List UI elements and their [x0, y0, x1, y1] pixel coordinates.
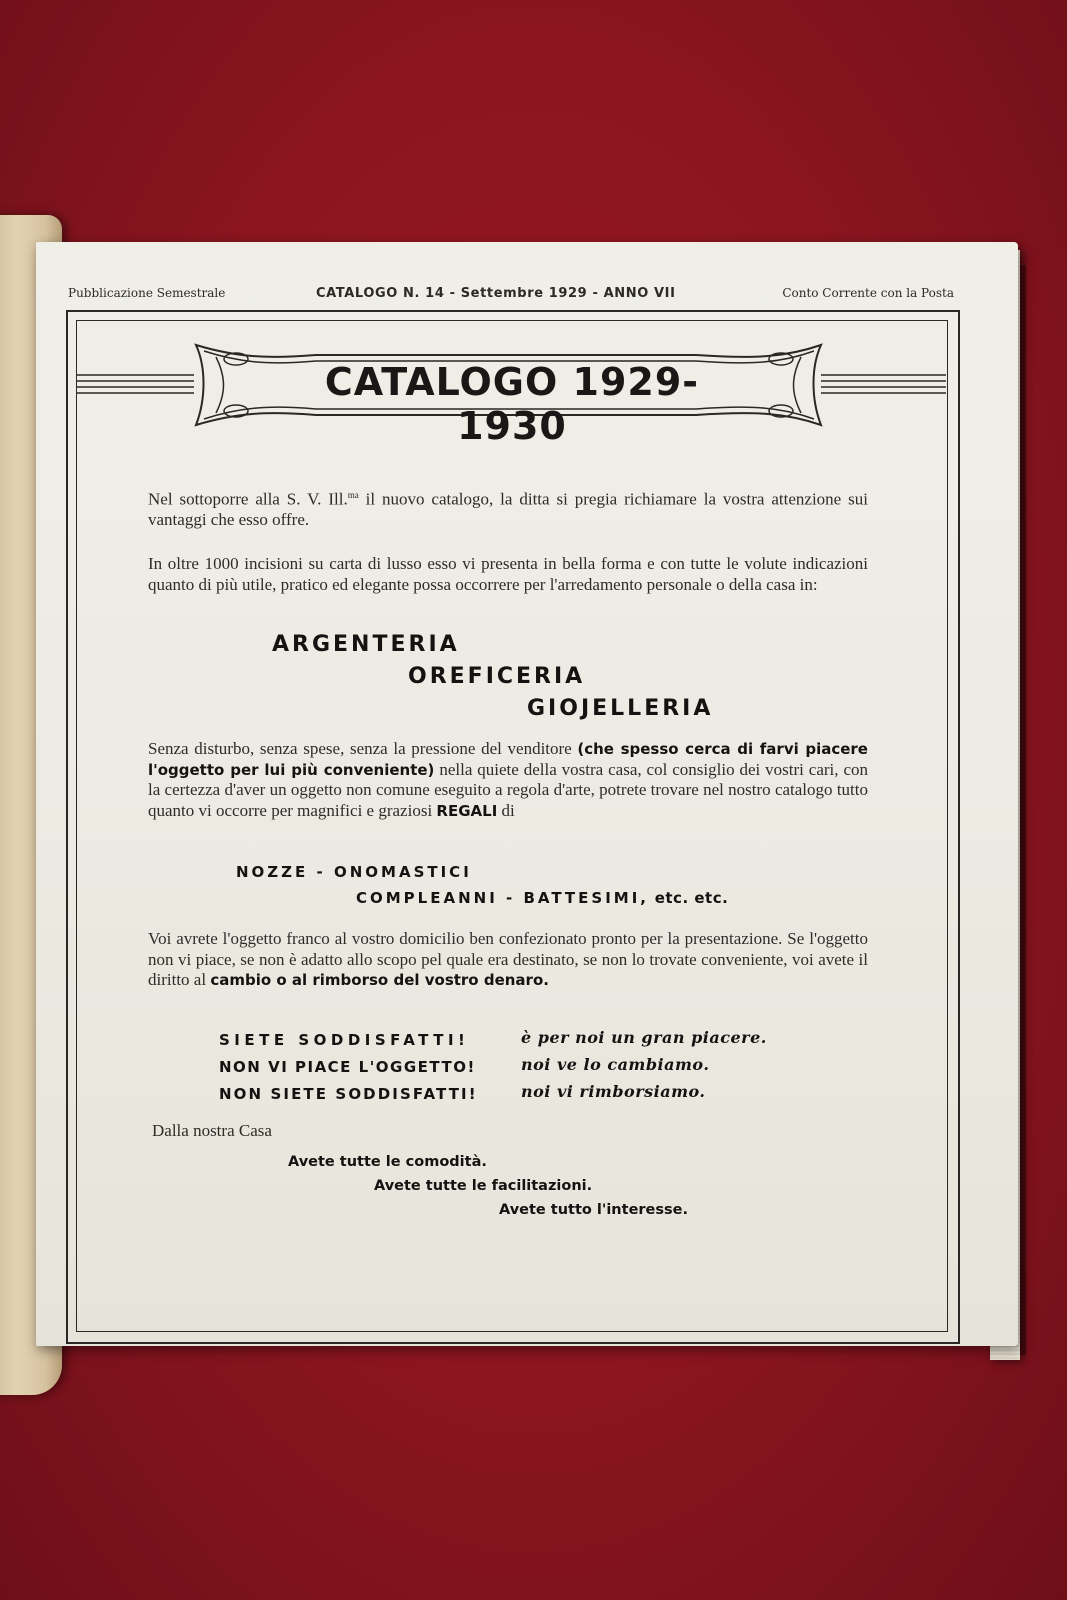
intro-paragraph-2: In oltre 1000 incisioni su carta di lusso esso vi presenta in bella forma e con tutte le volute indicazioni quanto di più utile, pratico ed elegante possa occorrere per l'arredamento personale o della casa in:: [148, 554, 868, 594]
intro-paragraph-1: [148, 485, 868, 531]
benefits-text-end: di: [497, 800, 515, 820]
occasions-line-2: [356, 889, 728, 907]
benefits-bold-remark: (che spesso cerca di farvi piacere l'oggetto per lui più conveniente): [148, 740, 868, 779]
occasions-line-2-text: COMPLEANNI - BATTESIMI,: [356, 889, 649, 907]
closing-line-1: Avete tutte le comodità.: [288, 1154, 487, 1170]
category-giojelleria: GIOJELLERIA: [527, 696, 714, 721]
benefits-text-middle: nella quiete della vostra casa, col consiglio dei vostri cari, con la certezza d'aver un oggetto non comune eseguito a regola d'arte, potrete trovare nel nostro catalogo tutto quanto vi occorre per magnifici e graziosi: [148, 759, 868, 820]
motto-left-1: SIETE SODDISFATTI!: [219, 1031, 470, 1049]
header-publication: Pubblicazione Semestrale: [68, 286, 226, 300]
category-oreficeria: OREFICERIA: [408, 664, 586, 689]
intro-superscript: ma: [347, 490, 359, 500]
dalla-nostra-casa: Dalla nostra Casa: [152, 1121, 272, 1140]
closing-line-2: Avete tutte le facilitazioni.: [374, 1178, 593, 1194]
benefits-regali: REGALI: [436, 801, 498, 820]
benefits-text-start: Senza disturbo, senza spese, senza la pressione del venditore: [148, 739, 578, 758]
delivery-refund-bold: cambio o al rimborso del vostro denaro.: [210, 971, 549, 989]
delivery-text: Voi avrete l'oggetto franco al vostro domicilio ben confezionato pronto per la presentazione. Se l'oggetto non vi piace, se non è adatto allo scopo pel quale era destinato, se non lo trovate conveniente, voi avete il diritto al: [148, 929, 868, 989]
header-catalog-number: CATALOGO N. 14 - Settembre 1929 - ANNO VII: [316, 286, 676, 301]
delivery-paragraph: [148, 929, 868, 991]
intro-text-start: Nel sottoporre alla S. V. Ill.: [148, 489, 348, 509]
catalog-title: CATALOGO 1929-1930: [324, 360, 700, 448]
benefits-paragraph: [148, 739, 868, 821]
closing-line-3: Avete tutto l'interesse.: [499, 1202, 688, 1218]
motto-left-2: NON VI PIACE L'OGGETTO!: [219, 1058, 476, 1076]
motto-left-3: NON SIETE SODDISFATTI!: [219, 1085, 478, 1103]
occasions-line-2-tail: etc. etc.: [648, 889, 729, 907]
category-argenteria: ARGENTERIA: [272, 632, 460, 657]
motto-right-3: noi vi rimborsiamo.: [521, 1082, 706, 1101]
header-postal-account: Conto Corrente con la Posta: [782, 286, 954, 300]
motto-right-1: è per noi un gran piacere.: [521, 1028, 767, 1047]
catalog-page: [36, 242, 1018, 1346]
intro-text-end: il nuovo catalogo, la ditta si pregia richiamare la vostra attenzione sui vantaggi che esso offre.: [148, 489, 868, 530]
occasions-line-1: NOZZE - ONOMASTICI: [236, 863, 472, 881]
motto-right-2: noi ve lo cambiamo.: [521, 1055, 710, 1074]
